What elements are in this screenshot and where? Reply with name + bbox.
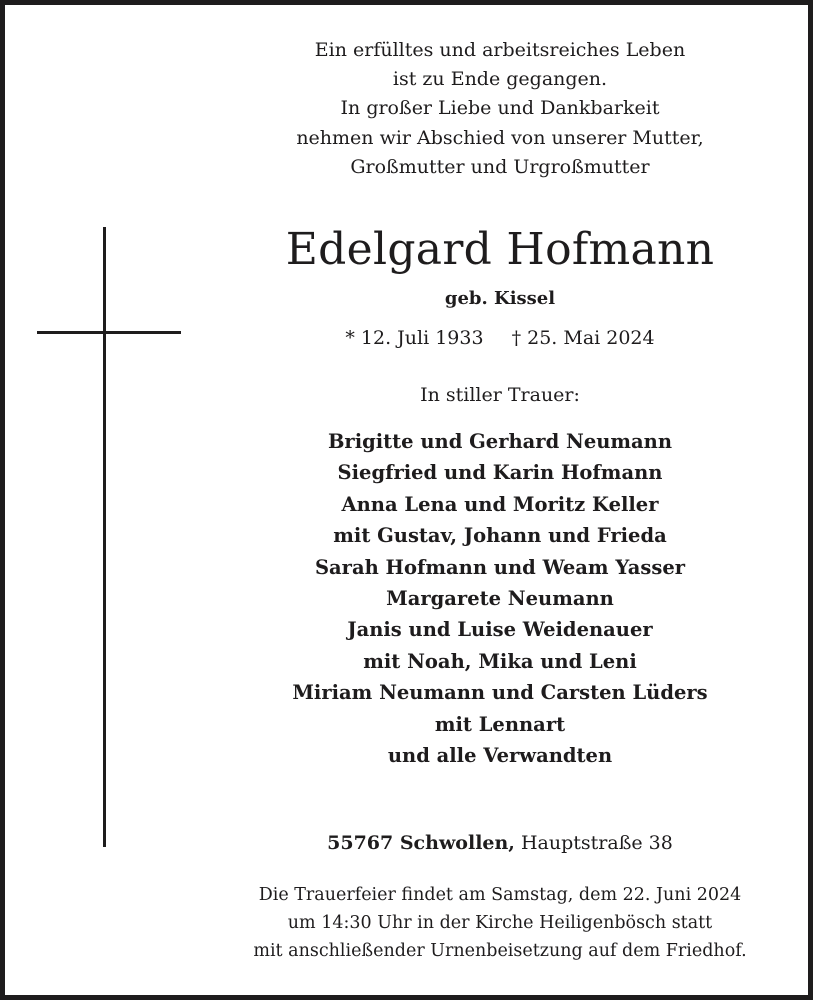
family-line: Sarah Hofmann und Weam Yasser <box>314 555 686 579</box>
intro-line: Ein erfülltes und arbeitsreiches Leben <box>314 39 686 61</box>
family-line: Margarete Neumann <box>386 587 614 611</box>
service-line: Die Trauerfeier findet am Samstag, dem 22. Juni 2024 <box>258 885 742 905</box>
family-line: mit Lennart <box>434 712 566 736</box>
family-line: Janis und Luise Weidenauer <box>347 618 653 642</box>
life-dates <box>185 325 813 351</box>
service-info <box>185 881 813 965</box>
service-line: mit anschließender Urnenbeisetzung auf dem Friedhof. <box>253 941 747 961</box>
service-line: um 14:30 Uhr in der Kirche Heiligenbösch statt <box>287 913 713 933</box>
maiden-name: geb. Kissel <box>444 288 556 309</box>
family-list <box>185 426 813 771</box>
mourning-label: In stiller Trauer: <box>420 384 580 406</box>
intro-line: In großer Liebe und Dankbarkeit <box>340 97 660 120</box>
cross-icon-vertical <box>103 227 106 847</box>
cross-icon-horizontal <box>37 331 181 334</box>
intro-line: nehmen wir Abschied von unserer Mutter, <box>296 126 704 149</box>
birth-date: * 12. Juli 1933 <box>345 327 484 349</box>
family-line: mit Gustav, Johann und Frieda <box>333 524 667 548</box>
address-city: 55767 Schwollen, <box>327 832 515 854</box>
intro-text <box>185 36 813 182</box>
address <box>185 830 813 856</box>
family-line: Siegfried und Karin Hofmann <box>337 461 663 485</box>
family-line: Anna Lena und Moritz Keller <box>341 492 659 516</box>
family-line: Miriam Neumann und Carsten Lüders <box>292 681 708 705</box>
deceased-name: Edelgard Hofmann <box>285 224 715 275</box>
intro-line: Großmutter und Urgroßmutter <box>350 155 650 178</box>
family-line: und alle Verwandten <box>387 744 613 768</box>
address-street: Hauptstraße 38 <box>520 832 673 854</box>
family-line: mit Noah, Mika und Leni <box>363 649 637 673</box>
intro-line: ist zu Ende gegangen. <box>392 68 608 91</box>
death-date: † 25. Mai 2024 <box>511 327 655 349</box>
family-line: Brigitte und Gerhard Neumann <box>327 430 673 453</box>
